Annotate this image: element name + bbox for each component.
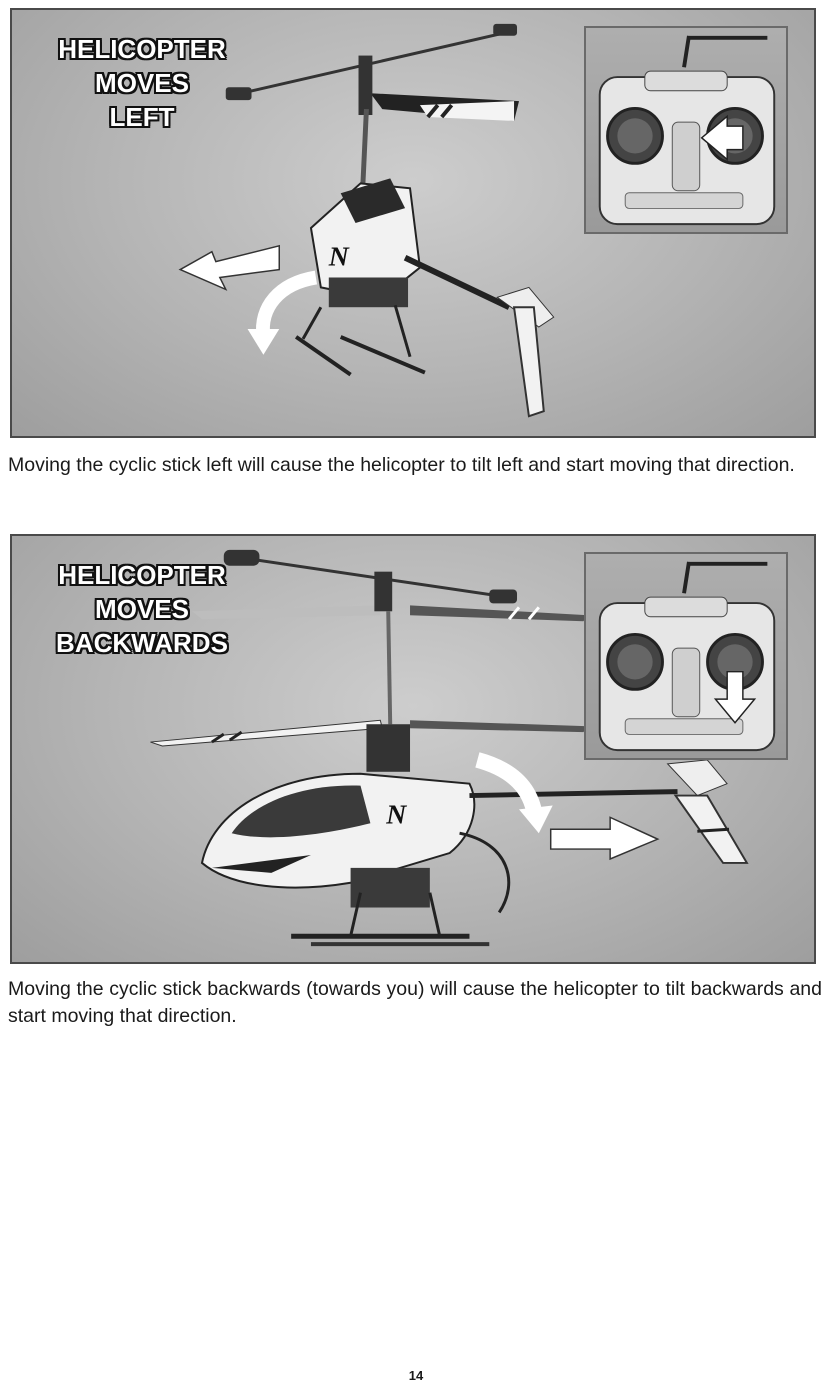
overlay-title [42,558,242,660]
transmitter-image [586,28,786,232]
svg-text:N: N [328,240,349,272]
transmitter-inset [584,552,788,760]
rotor-blade [192,550,588,621]
title-line: LEFT [109,102,175,132]
helicopter-body [202,760,747,944]
title-line: MOVES [95,68,189,98]
right-arrow-icon [551,817,658,859]
svg-text:N: N [386,798,407,830]
helicopter-body [296,178,554,416]
title-line: HELICOPTER [58,34,226,64]
title-line: MOVES [95,594,189,624]
left-arrow-icon [180,246,279,290]
rotor-blade [150,720,588,772]
transmitter-inset [584,26,788,234]
page-number: 14 [408,1368,424,1383]
title-line: BACKWARDS [56,628,228,658]
rotor-blade [226,24,519,121]
figure-caption: Moving the cyclic stick left will cause the helicopter to tilt left and start moving that direction. [8,454,795,476]
title-line: HELICOPTER [58,560,226,590]
figure-helicopter-moves-backwards [10,534,816,964]
transmitter-image [586,554,786,758]
figure-helicopter-moves-left [10,8,816,438]
figure-caption: Moving the cyclic stick backwards (towards you) will cause the helicopter to tilt backwards and start moving that direction. [8,978,822,1027]
overlay-title [42,32,242,134]
